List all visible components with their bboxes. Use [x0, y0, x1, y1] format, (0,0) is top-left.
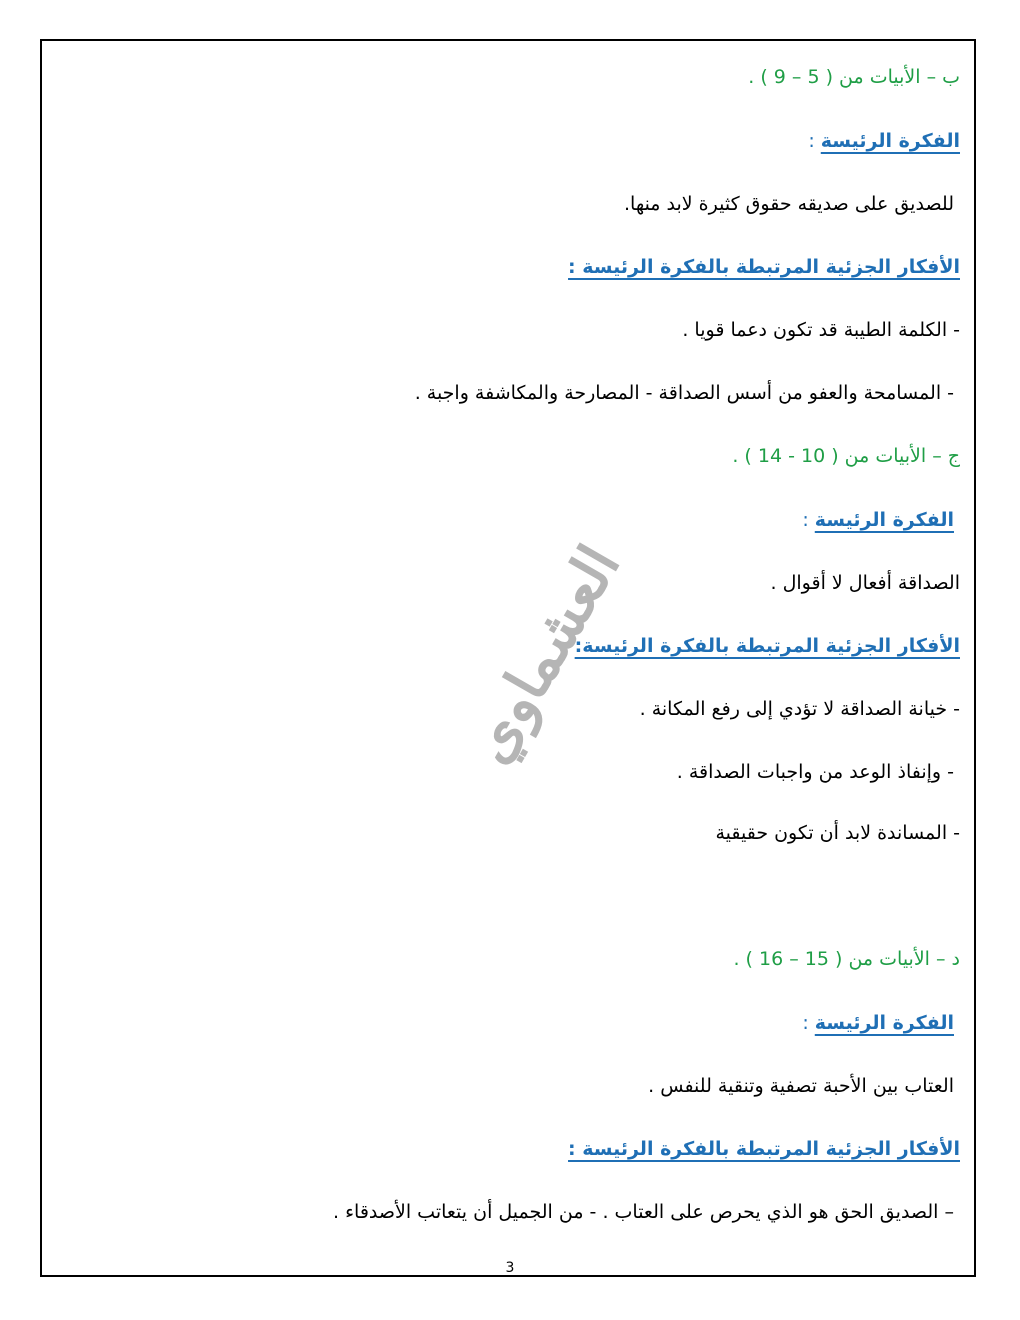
section-b-title: ب – الأبيات من ( 5 – 9 ) .: [748, 66, 960, 88]
section-c-sub-idea-1: - خيانة الصداقة لا تؤدي إلى رفع المكانة .: [639, 698, 960, 720]
section-d-title: د – الأبيات من ( 15 – 16 ) .: [733, 948, 960, 970]
main-idea-colon: :: [802, 509, 815, 531]
section-d-sub-idea-1: – الصديق الحق هو الذي يحرص على العتاب . - من الجميل أن يتعاتب الأصدقاء .: [333, 1201, 954, 1223]
section-c-sub-ideas-heading: الأفكار الجزئية المرتبطة بالفكرة الرئيسة:: [574, 635, 960, 657]
section-b-sub-idea-2: - المسامحة والعفو من أسس الصداقة - المصارحة والمكاشفة واجبة .: [414, 382, 954, 404]
main-idea-label: الفكرة الرئيسة: [814, 1012, 954, 1034]
section-c-sub-idea-3: - المساندة لابد أن تكون حقيقية: [715, 822, 960, 844]
section-b-main-idea-heading: [808, 128, 960, 154]
main-idea-colon: :: [802, 1012, 815, 1034]
section-c-title: ج – الأبيات من ( 10 - 14 ) .: [732, 445, 960, 467]
section-d-main-idea: العتاب بين الأحبة تصفية وتنقية للنفس .: [648, 1075, 954, 1097]
main-idea-label: الفكرة الرئيسة: [814, 509, 954, 531]
main-idea-label: الفكرة الرئيسة: [820, 130, 960, 152]
section-c-main-idea: الصداقة أفعال لا أقوال .: [770, 572, 960, 594]
section-c-main-idea-heading: [802, 507, 954, 533]
watermark: العشماوي: [455, 533, 634, 775]
section-b-sub-idea-1: - الكلمة الطيبة قد تكون دعما قويا .: [682, 319, 960, 341]
page-number: 3: [505, 1260, 515, 1276]
section-d-main-idea-heading: [802, 1010, 954, 1036]
section-c-sub-idea-2: - وإنفاذ الوعد من واجبات الصداقة .: [676, 761, 954, 783]
section-b-main-idea: للصديق على صديقه حقوق كثيرة لابد منها.: [623, 193, 954, 215]
main-idea-colon: :: [808, 130, 821, 152]
section-b-sub-ideas-heading: الأفكار الجزئية المرتبطة بالفكرة الرئيسة :: [568, 256, 960, 278]
section-d-sub-ideas-heading: الأفكار الجزئية المرتبطة بالفكرة الرئيسة :: [568, 1138, 960, 1160]
